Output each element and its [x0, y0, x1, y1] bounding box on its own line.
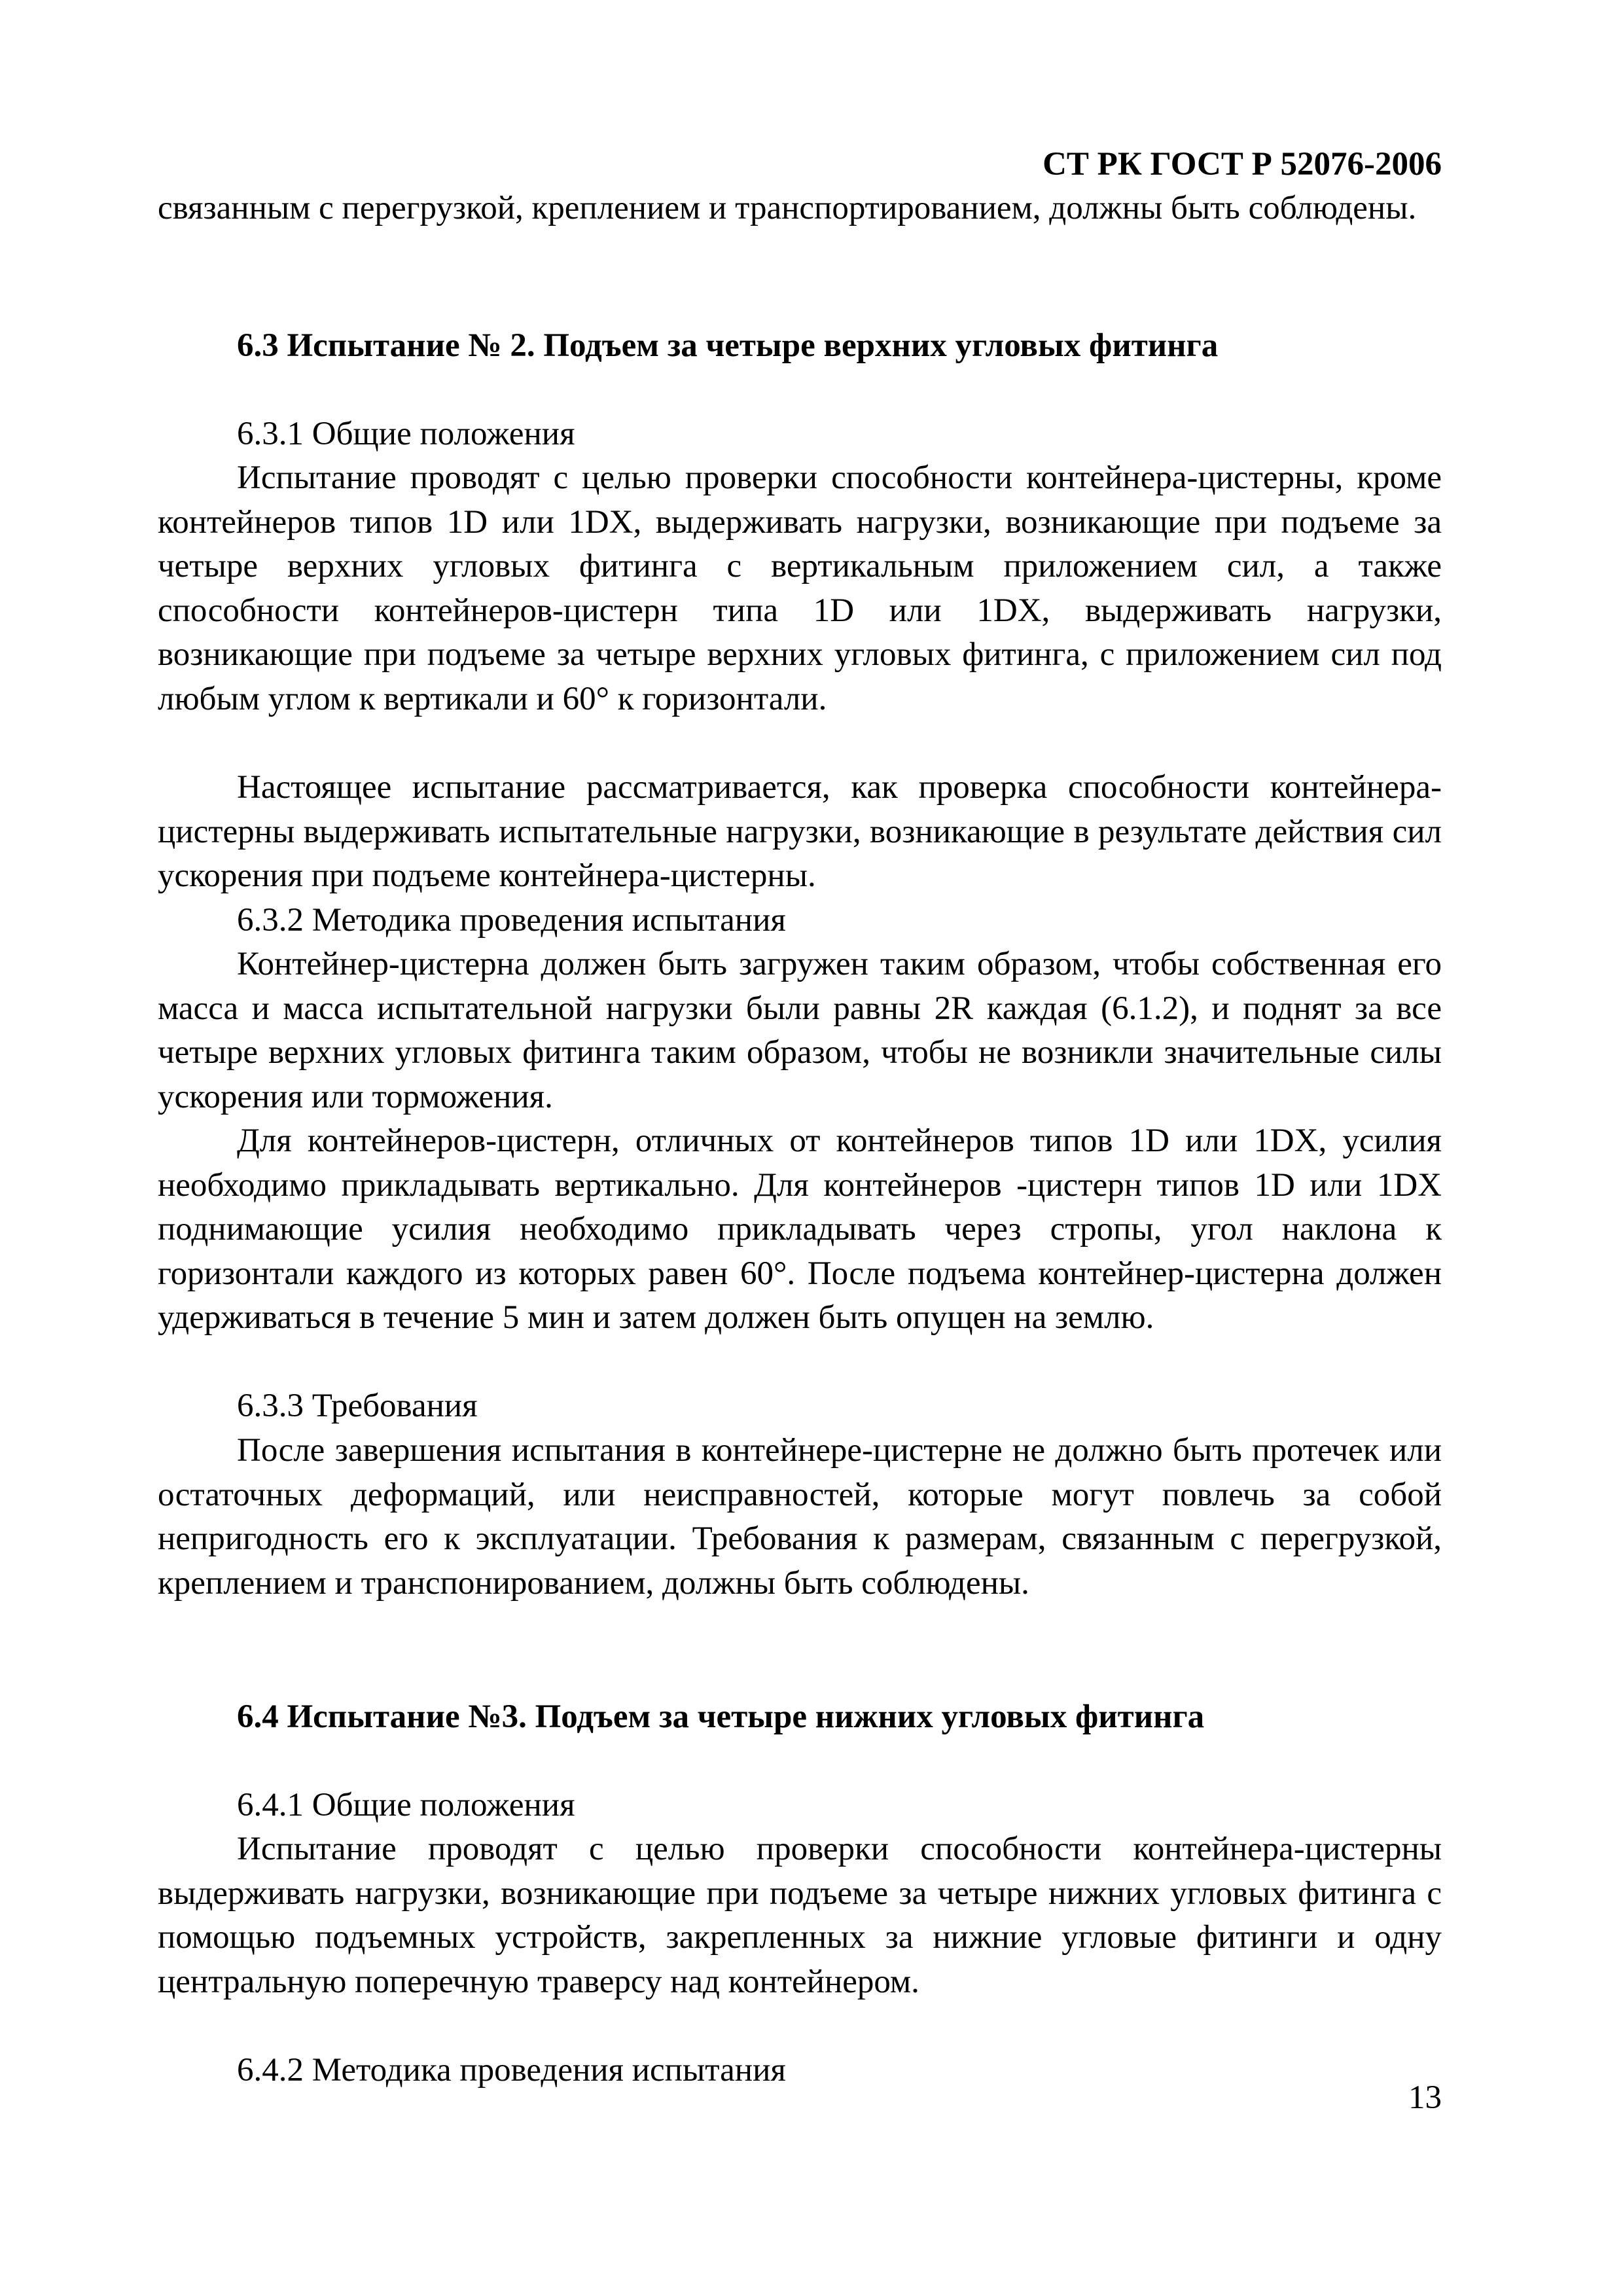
paragraph-6-3-1-a: Испытание проводят с целью проверки способности контейнера-цистерны, кроме контейнеров типов 1D или 1DX, выдерживать нагрузки, возникающие при подъеме за четыре верхних угловых фитинга с вертикальным приложением сил, а также способности контейнеров-цистерн типа 1D или 1DX, выдерживать нагрузки, возникающие при подъеме за четыре верхних угловых фитинга, с приложением сил под любым углом к вертикали и 60° к горизонтали. — [158, 459, 1442, 717]
paragraph-6-4-1: Испытание проводят с целью проверки способности контейнера-цистерны выдерживать нагрузки, возникающие при подъеме за четыре нижних угловых фитинга с помощью подъемных устройств, закрепленных за нижние угловые фитинги и одну центральную поперечную траверсу над контейнером. — [158, 1831, 1442, 2000]
paragraph-6-3-3: После завершения испытания в контейнере-цистерне не должно быть протечек или остаточных деформаций, или неисправностей, которые могут повлечь за собой непригодность его к эксплуатации. Требования к размерам, связанным с перегрузкой, креплением и транспонированием, должны быть соблюдены. — [158, 1432, 1442, 1602]
subsection-heading-6-4-2: 6.4.2 Методика проведения испытания — [237, 2052, 786, 2089]
paragraph-6-3-1-b: Настоящее испытание рассматривается, как проверка способности контейнера-цистерны выдерживать испытательные нагрузки, возникающие в результате действия сил ускорения при подъеме контейнера-цистерны. — [158, 769, 1442, 894]
paragraph-continuation: связанным с перегрузкой, креплением и транспортированием, должны быть соблюдены. — [158, 190, 1417, 226]
subsection-heading-6-3-3: 6.3.3 Требования — [237, 1388, 478, 1424]
subsection-heading-6-3-1: 6.3.1 Общие положения — [237, 416, 575, 452]
paragraph-6-3-2-a: Контейнер-цистерна должен быть загружен таким образом, чтобы собственная его масса и масса испытательной нагрузки были равны 2R каждая (6.1.2), и поднят за все четыре верхних угловых фитинга таким образом, чтобы не возникли значительные силы ускорения или торможения. — [158, 946, 1442, 1115]
page-number: 13 — [1408, 2079, 1442, 2116]
section-heading-6-3: 6.3 Испытание № 2. Подъем за четыре верхних угловых фитинга — [237, 327, 1219, 364]
subsection-heading-6-4-1: 6.4.1 Общие положения — [237, 1787, 575, 1823]
document-code-header: СТ РК ГОСТ Р 52076-2006 — [1043, 146, 1442, 183]
subsection-heading-6-3-2: 6.3.2 Методика проведения испытания — [237, 902, 786, 939]
paragraph-6-3-2-b: Для контейнеров-цистерн, отличных от контейнеров типов 1D или 1DX, усилия необходимо прикладывать вертикально. Для контейнеров -цистерн типов 1D или 1DX поднимающие усилия необходимо прикладывать через стропы, угол наклона к горизонтали каждого из которых равен 60°. После подъема контейнер-цистерна должен удерживаться в течение 5 мин и затем должен быть опущен на землю. — [158, 1122, 1442, 1336]
section-heading-6-4: 6.4 Испытание №3. Подъем за четыре нижних угловых фитинга — [237, 1698, 1205, 1735]
